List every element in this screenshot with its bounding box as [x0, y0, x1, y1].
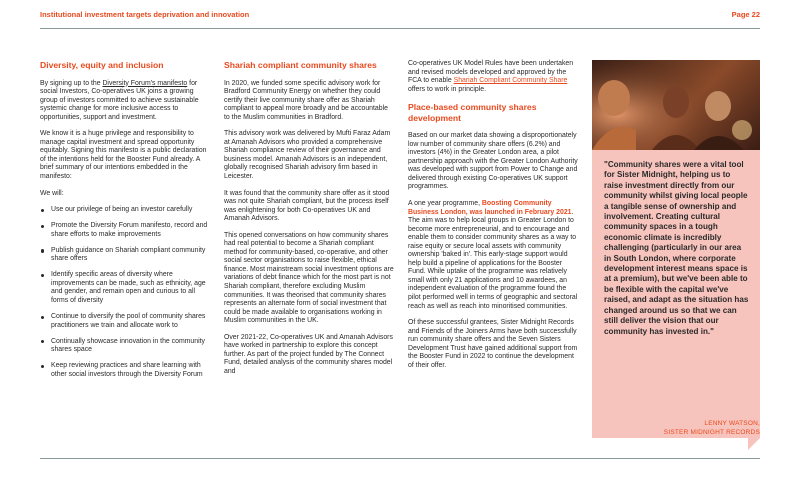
we-will-label: We will: — [40, 189, 64, 197]
manifesto-text-start: By signing up to the — [40, 79, 103, 87]
quote-text: "Community shares were a vital tool for Sister Midnight, helping us to raise investment directly from our community whilst giving local people a tangible sense of ownership and involvement. Creating cultural community spaces in a tough economic climate is incredibly challenging (particularly in our area in South London, where corporate development interest means space is at a premium), but we've been able to be flexible with the capital we've raised, and adapt as the situation has changed around us so that we can still deliver the vision that our community has invested in." — [604, 160, 749, 336]
paragraph: In 2020, we funded some specific advisory work for Bradford Community Energy on whether they could certify their live community share offer as Shariah compliant to appeal more broadly and be accountable to the Muslim communities in Bradford. — [224, 79, 388, 121]
manifesto-paragraph — [40, 80, 212, 123]
model-rules-text-end: offers to work in principle. — [408, 85, 487, 93]
list-item: Keep reviewing practices and share learning with other social investors through the Diversity Forum — [40, 362, 212, 379]
paragraph: Over 2021-22, Co-operatives UK and Amanah Advisors have worked in partnership to explore this concept further. As part of the project funded by The Connect Fund, detailed analysis of the community shares model and — [224, 333, 393, 375]
intentions-list — [40, 206, 212, 379]
manifesto-text-end: for social Investors, Co-operatives UK joins a growing group of investors committed to achieve sustainable systemic change for more inclusive access to opportunities, support and investment. — [40, 79, 199, 121]
boosting-community-business-link[interactable]: Boosting Community Business London, was launched in February 2021 — [408, 200, 572, 216]
paragraph: Based on our market data showing a disproportionately low number of community share offers (6.2%) and investors (4%) in the Greater London area, a pilot partnership approach with the Greater London Authority was developed with support from Power to Change and delivered through existing Co-operatives UK support programmes. — [408, 132, 578, 191]
column-shariah — [224, 60, 394, 384]
place-based-heading: Place-based community shares development — [408, 102, 537, 123]
programme-text-end: . The aim was to help local groups in Greater London to become more entrepreneurial, and to encourage and enable them to consider community shares as a way to raise equity or secure local assets with community ownership 'baked in'. This early-stage support would help build a pipeline of applications for the Booster Fund. While uptake of the programme was relatively small with only 21 applications and 10 awardees, an independent evaluation of the programme found the pilot performed well in terms of geographic and sectoral reach as well as reach into minoritised communities. — [408, 208, 578, 310]
header-title: Institutional investment targets deprivation and innovation — [40, 9, 250, 19]
paragraph: This opened conversations on how community shares had real potential to become a Shariah compliant method for community-based, co-operative, and other social sector organisations to raise flexible, ethical finance. Most mainstream social investment options are variations of debt finance which for the most part is not Shariah compliant, therefore excluding Muslim communities. It was theorised that community shares represents an alternate form of social investment that could be made available to organisations working in Muslim communities in the UK. — [224, 231, 394, 325]
paragraph: This advisory work was delivered by Mufti Faraz Adam at Amanah Advisors who provided a comprehensive Shariah compliance review of their governance and business model. Amanah Advisors is an independent, globally recognised Shariah advisory firm based in Leicester. — [224, 130, 391, 180]
programme-paragraph — [408, 200, 578, 311]
page-number: Page 22 — [731, 9, 760, 19]
list-item: Continually showcase innovation in the community shares space — [40, 338, 212, 355]
photo-illustration — [592, 60, 760, 150]
paragraph: Of these successful grantees, Sister Midnight Records and Friends of the Joiners Arms have both successfully run community share offers and the Seven Sisters Development Trust have gained additional support from the Booster Fund in 2022 to continue the development of their offer. — [408, 319, 578, 369]
paragraph: It was found that the community share offer as it stood was not quite Shariah compliant, but the process itself was enlightening for both Co-operatives UK and Amanah Advisors. — [224, 189, 390, 223]
sister-midnight-photo — [592, 60, 760, 150]
programme-text-start: A one year programme, — [408, 200, 482, 208]
list-item: Use our privilege of being an investor carefully — [40, 206, 212, 215]
list-item: Promote the Diversity Forum manifesto, record and share efforts to make improvements — [40, 222, 212, 239]
quote-attribution — [664, 420, 760, 437]
privilege-paragraph: We know it is a huge privilege and responsibility to manage capital investment and spread opportunity equitably. Signing this manifesto is a public declaration of the intentions held for the Booster Fund already. A brief summary of our intentions embedded in the manifesto: — [40, 130, 207, 180]
bottom-rule — [40, 458, 760, 459]
quote-organisation: SISTER MIDNIGHT RECORDS — [663, 428, 760, 436]
diversity-heading: Diversity, equity and inclusion — [40, 60, 164, 70]
model-rules-text-start: Co-operatives UK Model Rules have been undertaken and revised models developed and approved by the FCA to enable — [408, 60, 574, 85]
list-item: Identify specific areas of diversity where improvements can be made, such as ethnicity, age and gender, and remain open and curious to all forms of diversity — [40, 271, 212, 305]
page-header — [40, 0, 760, 29]
list-item: Publish guidance on Shariah compliant community share offers — [40, 247, 212, 264]
quote-tail — [748, 438, 760, 450]
quote-author: LENNY WATSON, — [704, 420, 760, 427]
list-item: Continue to diversify the pool of community shares practitioners we train and allocate work to — [40, 313, 212, 330]
shariah-compliant-community-share-link[interactable]: Shariah Compliant Community Share — [453, 77, 568, 85]
column-place-based — [408, 60, 578, 378]
shariah-heading: Shariah compliant community shares — [224, 60, 377, 70]
column-diversity — [40, 60, 212, 387]
quote-box — [592, 150, 760, 438]
diversity-forum-manifesto-link[interactable]: Diversity Forum's manifesto — [102, 79, 188, 87]
model-rules-paragraph — [408, 60, 578, 94]
